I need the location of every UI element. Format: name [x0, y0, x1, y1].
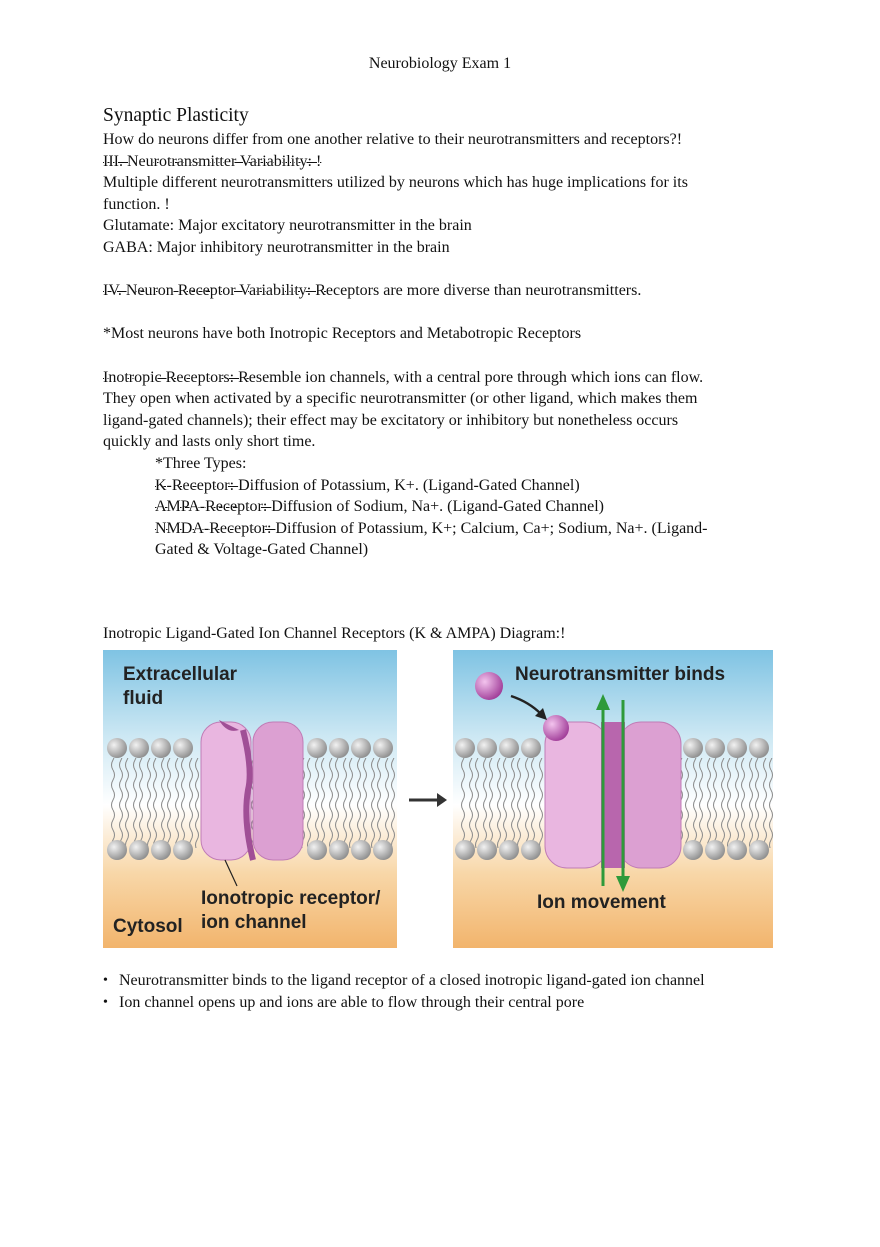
- nt-variability-line-1: Multiple different neurotransmitters utilized by neurons which has huge implications for its: [103, 174, 688, 192]
- type-name: K-Receptor:: [155, 476, 239, 494]
- nt-variability-line-2: function. !: [103, 195, 170, 213]
- receptor-variability: [103, 280, 783, 302]
- type-name: NMDA-Receptor:: [155, 519, 276, 537]
- inotropic-line-3: ligand-gated channels); their effect may be excitatory or inhibitory but nonetheless occurs: [103, 411, 679, 429]
- open-channel: [545, 722, 681, 868]
- main-content: [103, 103, 783, 561]
- inotropic-heading: Inotropic Receptors: R: [103, 368, 249, 386]
- extracellular-label-1: Extracellular: [123, 664, 238, 685]
- three-types-label: *Three Types:: [155, 454, 247, 472]
- nt-variability-heading-text: III. Neurotransmitter Variability: !: [103, 152, 322, 170]
- type-desc: Diffusion of Sodium, Na+. (Ligand-Gated Channel): [271, 498, 604, 516]
- neurotransmitter-binds-label: Neurotransmitter binds: [515, 664, 726, 685]
- question-text: How do neurons differ from one another relative to their neurotransmitters and receptors?!: [103, 131, 683, 148]
- spacer: [103, 345, 783, 367]
- extracellular-label-2: fluid: [123, 688, 164, 709]
- inotropic-text-1: esemble ion channels, with a central pore through which ions can flow.: [248, 368, 704, 386]
- most-neurons-text: *Most neurons have both Inotropic Receptors and Metabotropic Receptors: [103, 325, 582, 343]
- section-title: Synaptic Plasticity: [103, 105, 249, 126]
- spacer: [103, 259, 783, 281]
- page-header: Neurobiology Exam 1: [368, 55, 512, 72]
- diagram-caption: Inotropic Ligand-Gated Ion Channel Receptors (K & AMPA) Diagram:!: [103, 625, 566, 642]
- open-channel-panel: [453, 650, 773, 948]
- ion-movement-label: Ion movement: [537, 892, 666, 913]
- type-k-receptor: [103, 475, 783, 497]
- bound-neurotransmitter: [543, 715, 569, 741]
- inotropic-line-4: quickly and lasts only short time.: [103, 433, 316, 451]
- type-desc: Diffusion of Potassium, K+; Calcium, Ca+; Sodium, Na+. (Ligand-: [275, 519, 708, 537]
- nmda-continued: Gated & Voltage-Gated Channel): [155, 541, 369, 559]
- summary-bullets: [103, 970, 783, 1013]
- cytosol-label: Cytosol: [113, 916, 183, 937]
- bullet-item: • Neurotransmitter binds to the ligand receptor of a closed inotropic ligand-gated ion channel: [103, 970, 783, 992]
- inotropic-line-1: [103, 367, 783, 389]
- nt-variability-heading: [103, 151, 783, 173]
- bullet-item: • Ion channel opens up and ions are able to flow through their central pore: [103, 992, 783, 1014]
- receptor-label-2: ion channel: [201, 912, 307, 933]
- receptor-variability-heading: IV. Neuron Receptor Variability: R: [103, 282, 326, 300]
- ion-channel-diagram: [103, 650, 775, 950]
- free-neurotransmitter: [475, 672, 503, 700]
- type-nmda-receptor: [103, 518, 783, 540]
- gaba-text: GABA: Major inhibitory neurotransmitter in the brain: [103, 238, 450, 256]
- type-ampa-receptor: [103, 496, 783, 518]
- spacer: [103, 302, 783, 324]
- glutamate-text: Glutamate: Major excitatory neurotransmitter in the brain: [103, 217, 472, 235]
- receptor-variability-text: eceptors are more diverse than neurotransmitters.: [325, 282, 642, 300]
- type-desc: Diffusion of Potassium, K+. (Ligand-Gated Channel): [238, 476, 580, 494]
- closed-channel-panel: [103, 650, 397, 948]
- receptor-label-1: Ionotropic receptor/: [201, 888, 381, 909]
- transition-arrow: [409, 793, 447, 807]
- inotropic-line-2: They open when activated by a specific neurotransmitter (or other ligand, which makes them: [103, 390, 698, 408]
- type-name: AMPA-Receptor:: [155, 498, 272, 516]
